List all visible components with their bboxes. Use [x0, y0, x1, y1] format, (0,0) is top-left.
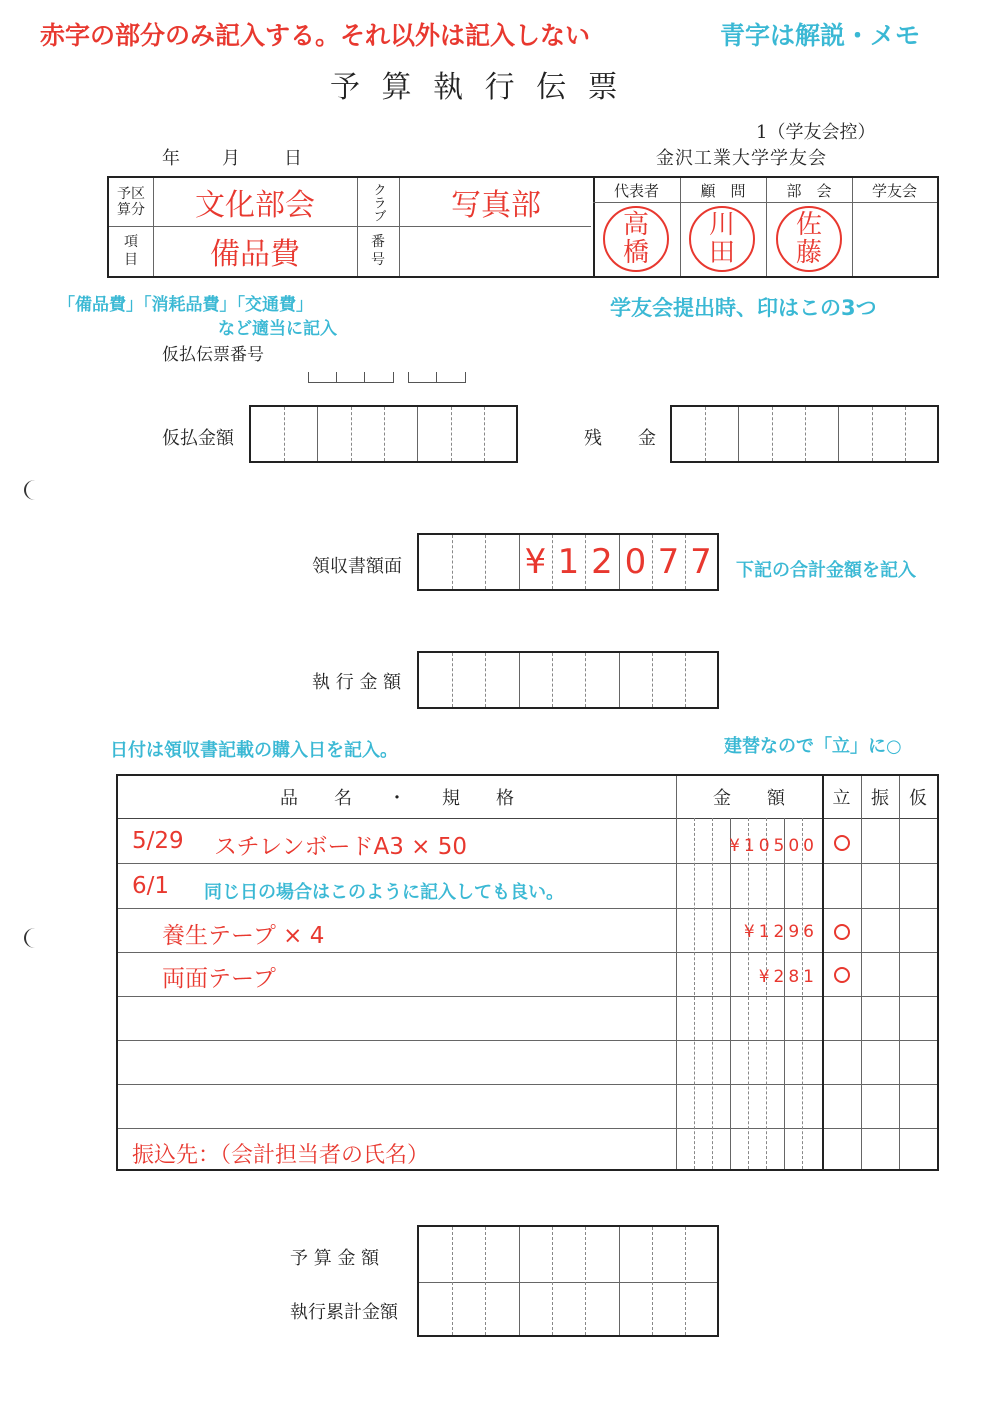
stamp-hint: 学友会提出時、印はこの3つ — [610, 296, 877, 320]
club-label: クラブ — [370, 182, 386, 222]
items-table — [116, 774, 939, 1171]
header-transfer: 振 — [871, 788, 889, 809]
transfer-destination: 振込先：（会計担当者の氏名） — [132, 1143, 430, 1168]
budget-section-value[interactable]: 文化部会 — [195, 188, 315, 223]
row4-amount: ¥281 — [758, 967, 818, 987]
date-hint: 日付は領収書記載の購入日を記入。 — [110, 740, 398, 761]
receipt-digit-yen: ¥ — [524, 542, 547, 582]
receipt-digit-1: 1 — [557, 542, 580, 582]
receipt-amount-label: 領収書額面 — [312, 556, 402, 577]
stamp-header-representative: 代表者 — [613, 181, 659, 200]
stamp-takahashi: 高 橋 — [603, 206, 669, 272]
row1-amount: ¥10500 — [729, 836, 818, 856]
copy-label: 1（学友会控） — [756, 122, 876, 143]
row3-amount: ¥1296 — [743, 922, 818, 942]
row4-advance-mark — [834, 967, 850, 983]
punch-hole-top — [24, 480, 46, 500]
number-label: 番 号 — [371, 234, 385, 268]
stamp-header-division: 部 会 — [786, 181, 832, 200]
receipt-digit-3: 0 — [624, 542, 647, 582]
provisional-amount-field[interactable] — [249, 405, 518, 463]
header-item-name: 品 名 ・ 規 格 — [280, 788, 514, 809]
receipt-hint: 下記の合計金額を記入 — [736, 560, 916, 581]
row3-advance-mark — [834, 924, 850, 940]
item-hint-line2: など適当に記入 — [218, 319, 337, 339]
punch-hole-bottom — [24, 928, 46, 948]
stamp-header-advisor: 顧 問 — [700, 181, 746, 200]
date-day-label: 日 — [284, 148, 302, 169]
execution-amount-label: 執 行 金 額 — [312, 672, 402, 693]
provisional-amount-label: 仮払金額 — [162, 428, 234, 449]
item-label: 項 目 — [124, 234, 138, 268]
header-advance: 立 — [832, 788, 851, 809]
top-info-table — [107, 176, 939, 278]
header-amount: 金 額 — [713, 788, 785, 809]
date-year-label: 年 — [162, 148, 180, 169]
stamp-sato: 佐 藤 — [776, 206, 842, 272]
cumulative-amount-label: 執行累計金額 — [290, 1302, 398, 1323]
date-month-label: 月 — [222, 148, 240, 169]
instruction-blue: 青字は解説・メモ — [720, 21, 921, 50]
provisional-slip-label: 仮払伝票番号 — [162, 345, 264, 365]
stamp-header-association: 学友会 — [871, 181, 917, 200]
header-provisional: 仮 — [909, 788, 927, 809]
instruction-red: 赤字の部分のみ記入する。それ以外は記入しない — [40, 21, 591, 50]
receipt-digit-2: 2 — [591, 542, 613, 582]
advance-hint: 建替なので「立」に○ — [724, 736, 902, 757]
execution-amount-field[interactable] — [417, 651, 719, 709]
row1-name: スチレンボードA3 × 50 — [214, 834, 468, 860]
item-value[interactable]: 備品費 — [210, 237, 300, 272]
club-value[interactable]: 写真部 — [451, 188, 541, 223]
receipt-digit-5: 7 — [690, 542, 712, 582]
organization-name: 金沢工業大学学友会 — [656, 148, 827, 169]
budget-amount-label: 予 算 金 額 — [290, 1248, 380, 1269]
footer-amount-fields[interactable] — [417, 1225, 719, 1337]
receipt-amount-field[interactable] — [417, 533, 719, 591]
number-value[interactable] — [399, 226, 593, 276]
item-hint-line1: 「備品費」「消耗品費」「交通費」 — [58, 295, 313, 315]
receipt-digit-4: 7 — [657, 542, 680, 582]
slip-number-boxes[interactable] — [308, 372, 468, 384]
row4-name: 両面テープ — [162, 966, 276, 992]
row1-advance-mark — [834, 835, 850, 851]
row2-date: 6/1 — [132, 873, 170, 899]
row3-name: 養生テープ × 4 — [162, 923, 325, 949]
row2-note: 同じ日の場合はこのように記入しても良い。 — [204, 882, 564, 903]
row1-date: 5/29 — [132, 828, 184, 854]
stamp-kawada: 川 田 — [689, 206, 755, 272]
balance-field[interactable] — [670, 405, 939, 463]
balance-label: 残 金 — [584, 428, 656, 449]
budget-section-label: 予区 算分 — [117, 186, 145, 218]
form-title: 予 算 執 行 伝 票 — [330, 70, 624, 105]
